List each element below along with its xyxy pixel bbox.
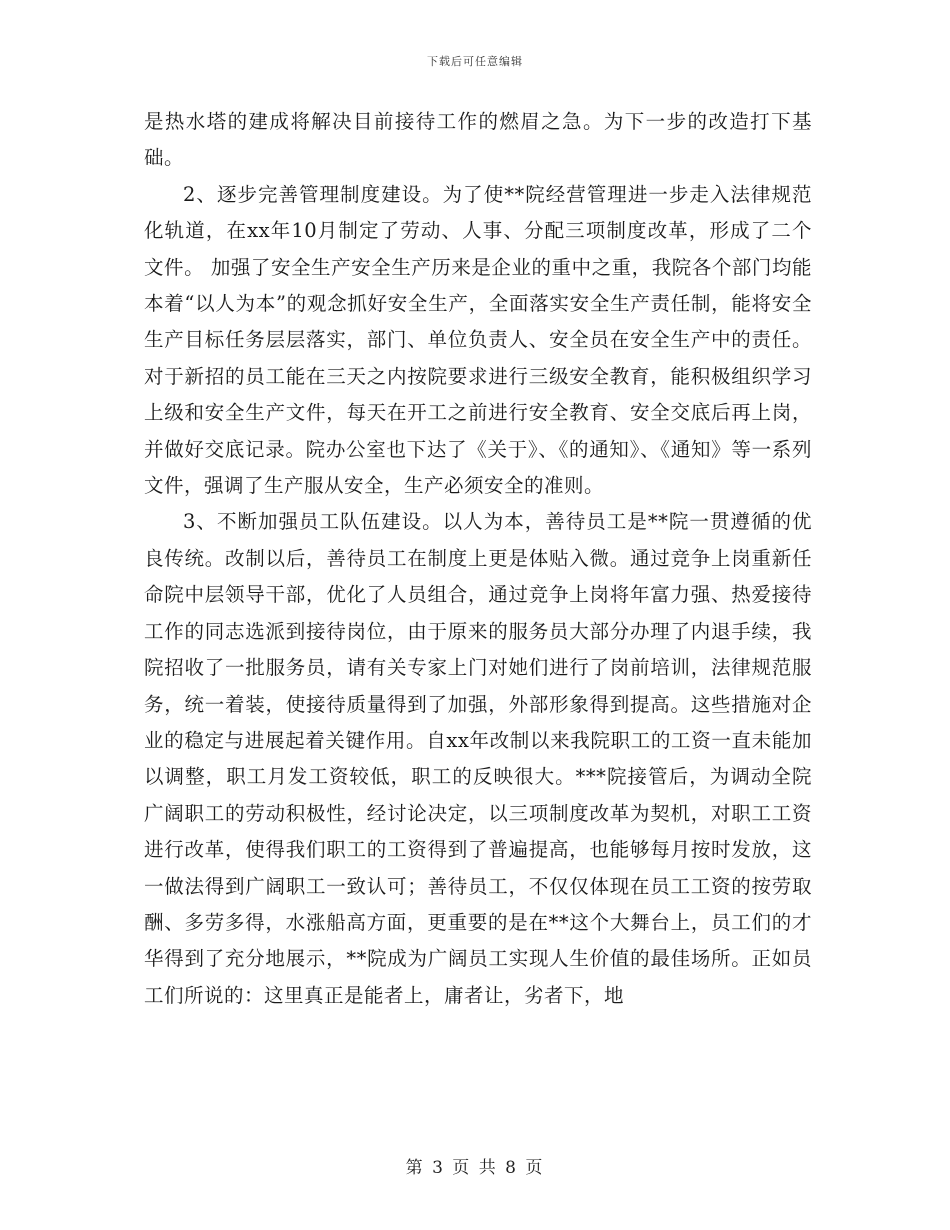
- document-body: [144, 104, 812, 1014]
- paragraph-staff-building: 3、不断加强员工队伍建设。以人为本，善待员工是**院一贯遵循的优良传统。改制以后，善待员工在制度上更是体贴入微。通过竞争上岗重新任命院中层领导干部，优化了人员组合，通过竞争上岗将年富力强、热爱接待工作的同志选派到接待岗位，由于原来的服务员大部分办理了内退手续，我院招收了一批服务员，请有关专家上门对她们进行了岗前培训，法律规范服务，统一着装，使接待质量得到了加强，外部形象得到提高。这些措施对企业的稳定与进展起着关键作用。自xx年改制以来我院职工的工资一直未能加以调整，职工月发工资较低，职工的反映很大。***院接管后，为调动全院广阔职工的劳动积极性，经讨论决定，以三项制度改革为契机，对职工工资进行改革，使得我们职工的工资得到了普遍提高，也能够每月按时发放，这一做法得到广阔职工一致认可；善待员工，不仅仅体现在员工工资的按劳取酬、多劳多得，水涨船高方面，更重要的是在**这个大舞台上，员工们的才华得到了充分地展示，**院成为广阔员工实现人生价值的最佳场所。正如员工们所说的：这里真正是能者上，庸者让，劣者下，地: [144, 510, 812, 1007]
- page-header: 下载后可任意编辑: [427, 55, 523, 68]
- page-number: 第 3 页 共 8 页: [405, 1158, 545, 1178]
- paragraph-management-system: 2、逐步完善管理制度建设。为了使**院经营管理进一步走入法律规范化轨道，在xx年10月制定了劳动、人事、分配三项制度改革，形成了二个文件。 加强了安全生产安全生产历来是企业的重中之重，我院各个部门均能本着“以人为本”的观念抓好安全生产，全面落实安全生产责任制，能将安全生产目标任务层层落实，部门、单位负责人、安全员在安全生产中的责任。对于新招的员工能在三天之内按院要求进行三级安全教育，能积极组织学习上级和安全生产文件，每天在开工之前进行安全教育、安全交底后再上岗，并做好交底记录。院办公室也下达了《关于》、《的通知》、《通知》等一系列文件，强调了生产服从安全，生产必须安全的准则。: [144, 182, 812, 498]
- paragraph-continuation: 是热水塔的建成将解决目前接待工作的燃眉之急。为下一步的改造打下基础。: [144, 110, 812, 170]
